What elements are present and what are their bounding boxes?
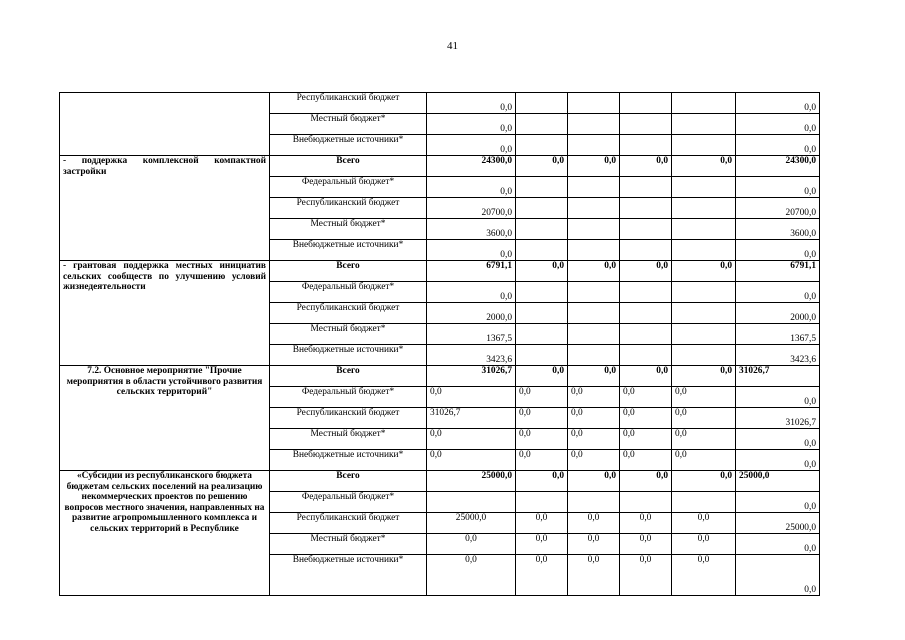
table-row — [60, 261, 820, 282]
funding-source: Республиканский бюджет — [270, 408, 427, 429]
funding-source: Республиканский бюджет — [270, 303, 427, 324]
year-value: 6791,1 — [427, 261, 516, 282]
year-value — [568, 198, 620, 219]
year-value: 31026,7 — [427, 408, 516, 429]
year-value: 0,0 — [568, 366, 620, 387]
year-value — [672, 324, 736, 345]
total-value: 0,0 — [736, 135, 820, 156]
year-value — [672, 198, 736, 219]
table-row — [60, 366, 820, 387]
year-value — [568, 135, 620, 156]
year-value: 0,0 — [672, 366, 736, 387]
year-value: 0,0 — [568, 513, 620, 534]
year-value — [620, 93, 672, 114]
budget-table — [59, 92, 820, 596]
year-value — [672, 135, 736, 156]
year-value: 31026,7 — [427, 366, 516, 387]
measure-description: 7.2. Основное мероприятие "Прочие мероприятия в области устойчивого развития сельских территорий" — [60, 366, 270, 471]
year-value — [672, 345, 736, 366]
year-value: 0,0 — [568, 471, 620, 492]
year-value — [568, 93, 620, 114]
year-value — [672, 114, 736, 135]
total-value: 0,0 — [736, 177, 820, 198]
total-value: 20700,0 — [736, 198, 820, 219]
year-value: 0,0 — [568, 408, 620, 429]
funding-source: Республиканский бюджет — [270, 198, 427, 219]
year-value: 0,0 — [516, 366, 568, 387]
year-value — [620, 240, 672, 261]
year-value — [516, 135, 568, 156]
year-value: 0,0 — [620, 450, 672, 471]
year-value: 0,0 — [672, 450, 736, 471]
funding-source: Внебюджетные источники* — [270, 345, 427, 366]
year-value: 0,0 — [620, 408, 672, 429]
year-value — [516, 114, 568, 135]
year-value: 0,0 — [427, 534, 516, 555]
total-value: 31026,7 — [736, 408, 820, 429]
year-value: 0,0 — [427, 135, 516, 156]
year-value — [516, 282, 568, 303]
funding-source: Местный бюджет* — [270, 114, 427, 135]
year-value: 0,0 — [516, 450, 568, 471]
funding-source: Внебюджетные источники* — [270, 240, 427, 261]
year-value: 0,0 — [516, 387, 568, 408]
year-value: 0,0 — [620, 555, 672, 596]
year-value: 0,0 — [516, 429, 568, 450]
year-value — [516, 492, 568, 513]
year-value: 1367,5 — [427, 324, 516, 345]
total-value: 3600,0 — [736, 219, 820, 240]
year-value — [620, 345, 672, 366]
year-value: 2000,0 — [427, 303, 516, 324]
year-value — [516, 324, 568, 345]
funding-source: Федеральный бюджет* — [270, 282, 427, 303]
total-value: 1367,5 — [736, 324, 820, 345]
year-value: 0,0 — [516, 534, 568, 555]
year-value — [568, 114, 620, 135]
total-value: 0,0 — [736, 429, 820, 450]
year-value — [672, 492, 736, 513]
total-value: 0,0 — [736, 93, 820, 114]
year-value: 0,0 — [568, 387, 620, 408]
year-value: 0,0 — [427, 555, 516, 596]
table-row — [60, 93, 820, 114]
year-value: 0,0 — [568, 156, 620, 177]
funding-source: Всего — [270, 261, 427, 282]
year-value — [620, 219, 672, 240]
funding-source: Республиканский бюджет — [270, 93, 427, 114]
year-value: 0,0 — [672, 156, 736, 177]
total-value: 0,0 — [736, 450, 820, 471]
funding-source: Федеральный бюджет* — [270, 492, 427, 513]
year-value: 0,0 — [427, 114, 516, 135]
year-value: 0,0 — [427, 240, 516, 261]
year-value: 24300,0 — [427, 156, 516, 177]
year-value: 0,0 — [672, 261, 736, 282]
year-value: 0,0 — [568, 534, 620, 555]
year-value — [620, 198, 672, 219]
year-value: 0,0 — [516, 513, 568, 534]
funding-source: Внебюджетные источники* — [270, 135, 427, 156]
year-value: 0,0 — [516, 408, 568, 429]
year-value: 0,0 — [568, 555, 620, 596]
year-value: 0,0 — [568, 261, 620, 282]
year-value: 0,0 — [427, 177, 516, 198]
total-value: 2000,0 — [736, 303, 820, 324]
year-value: 25000,0 — [427, 513, 516, 534]
funding-source: Внебюджетные источники* — [270, 450, 427, 471]
total-value: 0,0 — [736, 282, 820, 303]
measure-description — [60, 93, 270, 156]
funding-source: Федеральный бюджет* — [270, 387, 427, 408]
year-value: 0,0 — [516, 471, 568, 492]
year-value: 0,0 — [620, 156, 672, 177]
year-value: 3423,6 — [427, 345, 516, 366]
year-value — [568, 303, 620, 324]
table-row — [60, 156, 820, 177]
year-value — [516, 345, 568, 366]
year-value: 0,0 — [672, 408, 736, 429]
year-value — [568, 492, 620, 513]
year-value — [568, 177, 620, 198]
year-value — [568, 324, 620, 345]
year-value — [672, 219, 736, 240]
year-value: 25000,0 — [427, 471, 516, 492]
year-value — [620, 114, 672, 135]
year-value — [672, 93, 736, 114]
year-value — [568, 282, 620, 303]
table-row — [60, 471, 820, 492]
funding-source: Местный бюджет* — [270, 429, 427, 450]
year-value — [516, 219, 568, 240]
year-value — [568, 240, 620, 261]
year-value: 0,0 — [620, 429, 672, 450]
total-value: 25000,0 — [736, 471, 820, 492]
year-value: 0,0 — [620, 387, 672, 408]
funding-source: Внебюджетные источники* — [270, 555, 427, 596]
total-value: 0,0 — [736, 387, 820, 408]
year-value: 0,0 — [672, 387, 736, 408]
year-value — [516, 303, 568, 324]
year-value: 0,0 — [516, 261, 568, 282]
year-value: 0,0 — [568, 429, 620, 450]
year-value — [672, 303, 736, 324]
year-value — [568, 219, 620, 240]
year-value — [620, 177, 672, 198]
funding-source: Местный бюджет* — [270, 219, 427, 240]
year-value: 0,0 — [672, 555, 736, 596]
year-value — [516, 198, 568, 219]
funding-source: Всего — [270, 366, 427, 387]
total-value: 24300,0 — [736, 156, 820, 177]
year-value: 0,0 — [620, 366, 672, 387]
total-value: 6791,1 — [736, 261, 820, 282]
year-value: 0,0 — [672, 429, 736, 450]
year-value: 0,0 — [427, 93, 516, 114]
total-value: 3423,6 — [736, 345, 820, 366]
year-value: 0,0 — [427, 387, 516, 408]
total-value: 0,0 — [736, 240, 820, 261]
year-value — [672, 282, 736, 303]
year-value: 3600,0 — [427, 219, 516, 240]
total-value: 0,0 — [736, 534, 820, 555]
year-value — [672, 240, 736, 261]
year-value — [620, 282, 672, 303]
year-value: 0,0 — [427, 429, 516, 450]
year-value: 0,0 — [516, 555, 568, 596]
year-value — [620, 492, 672, 513]
page-number: 41 — [447, 40, 458, 52]
funding-source: Всего — [270, 156, 427, 177]
year-value: 0,0 — [568, 450, 620, 471]
year-value: 0,0 — [672, 534, 736, 555]
year-value — [672, 177, 736, 198]
year-value — [516, 240, 568, 261]
total-value: 31026,7 — [736, 366, 820, 387]
total-value: 0,0 — [736, 555, 820, 596]
measure-description: - грантовая поддержка местных инициатив сельских сообществ по улучшению условий жизнедеятельности — [60, 261, 270, 366]
year-value — [516, 93, 568, 114]
year-value — [620, 135, 672, 156]
year-value: 0,0 — [620, 261, 672, 282]
year-value: 0,0 — [516, 156, 568, 177]
year-value: 0,0 — [620, 513, 672, 534]
total-value: 0,0 — [736, 114, 820, 135]
year-value — [568, 345, 620, 366]
year-value — [427, 492, 516, 513]
funding-source: Республиканский бюджет — [270, 513, 427, 534]
funding-source: Местный бюджет* — [270, 324, 427, 345]
measure-description: - поддержка комплексной компактной застройки — [60, 156, 270, 261]
measure-description: «Субсидии из республиканского бюджета бюджетам сельских поселений на реализацию некоммерческих проектов по решению вопросов местного значения, направленных на развитие агропромышленного комплекса и сельских территорий в Республике — [60, 471, 270, 596]
year-value: 0,0 — [427, 282, 516, 303]
funding-source: Всего — [270, 471, 427, 492]
year-value: 0,0 — [620, 471, 672, 492]
funding-source: Местный бюджет* — [270, 534, 427, 555]
year-value — [516, 177, 568, 198]
funding-source: Федеральный бюджет* — [270, 177, 427, 198]
year-value — [620, 303, 672, 324]
year-value: 0,0 — [620, 534, 672, 555]
total-value: 25000,0 — [736, 513, 820, 534]
year-value: 0,0 — [427, 450, 516, 471]
year-value — [620, 324, 672, 345]
year-value: 20700,0 — [427, 198, 516, 219]
total-value: 0,0 — [736, 492, 820, 513]
year-value: 0,0 — [672, 471, 736, 492]
year-value: 0,0 — [672, 513, 736, 534]
